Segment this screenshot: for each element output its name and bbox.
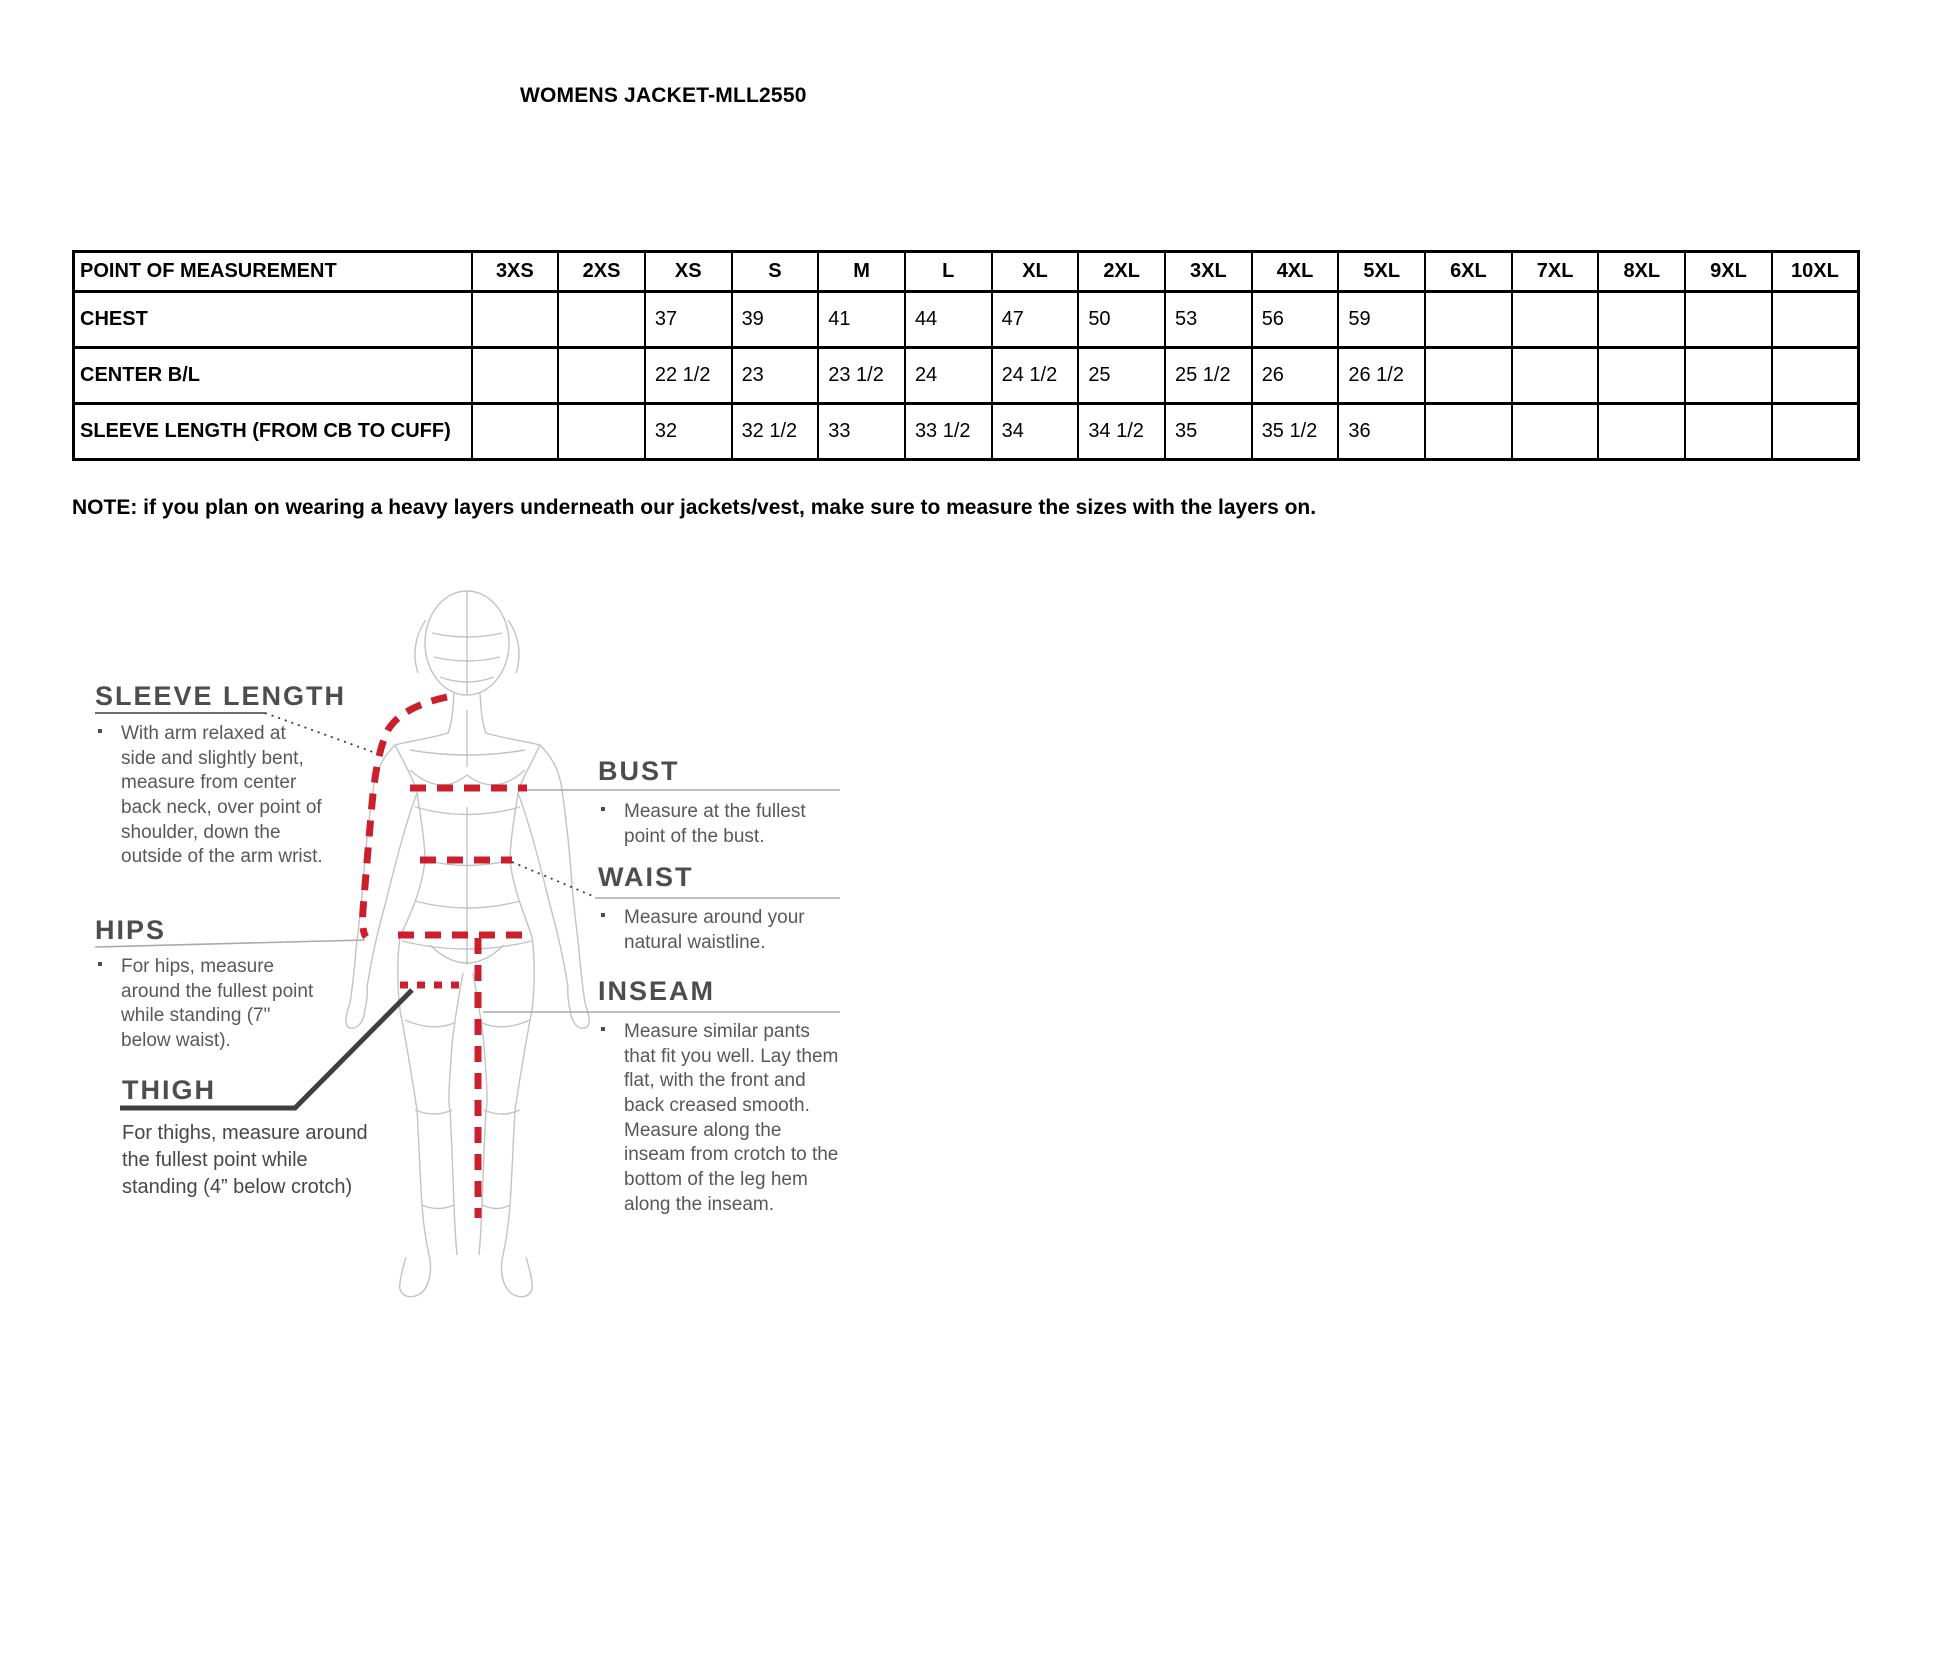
size-value-cell: 34	[992, 404, 1079, 460]
waist-leader	[512, 862, 595, 897]
col-header-size: 4XL	[1252, 252, 1339, 292]
size-value-cell	[472, 348, 559, 404]
size-value-cell: 56	[1252, 292, 1339, 348]
bust-heading: BUST	[598, 756, 680, 786]
size-value-cell	[472, 404, 559, 460]
size-value-cell: 26 1/2	[1338, 348, 1425, 404]
size-value-cell: 25 1/2	[1165, 348, 1252, 404]
size-value-cell: 24 1/2	[992, 348, 1079, 404]
col-header-size: 8XL	[1598, 252, 1685, 292]
size-value-cell	[1598, 348, 1685, 404]
sleeve-length-description: ▪ With arm relaxed at side and slightly bent, measure from center back neck, over point of shoulder, down the outside of the arm wrist.	[95, 722, 325, 870]
size-value-cell	[1512, 404, 1599, 460]
size-value-cell: 32 1/2	[732, 404, 819, 460]
row-label: CHEST	[74, 292, 472, 348]
col-header-size: 10XL	[1772, 252, 1859, 292]
col-header-size: 6XL	[1425, 252, 1512, 292]
size-value-cell	[1512, 292, 1599, 348]
size-value-cell: 25	[1078, 348, 1165, 404]
bust-description: ▪ Measure at the fullest point of the bust.	[598, 800, 828, 849]
size-value-cell	[472, 292, 559, 348]
size-value-cell: 33	[818, 404, 905, 460]
size-value-cell	[558, 404, 645, 460]
note-text: NOTE: if you plan on wearing a heavy layers underneath our jackets/vest, make sure to measure the sizes with the layers on.	[72, 496, 1317, 519]
col-header-size: XL	[992, 252, 1079, 292]
col-header-size: 2XL	[1078, 252, 1165, 292]
page-title: WOMENS JACKET-MLL2550	[520, 84, 807, 107]
col-header-size: 5XL	[1338, 252, 1425, 292]
inseam-description: ▪ Measure similar pants that fit you well. Lay them flat, with the front and back creased smooth. Measure along the inseam from crotch to the bottom of the leg hem along the inseam.	[598, 1020, 840, 1218]
size-value-cell: 36	[1338, 404, 1425, 460]
size-value-cell: 23	[732, 348, 819, 404]
col-header-size: 7XL	[1512, 252, 1599, 292]
size-value-cell: 26	[1252, 348, 1339, 404]
size-value-cell: 37	[645, 292, 732, 348]
hips-description: ▪ For hips, measure around the fullest point while standing (7" below waist).	[95, 955, 317, 1054]
col-header-size: S	[732, 252, 819, 292]
sleeve-length-measure-line	[363, 697, 447, 937]
waist-description: ▪ Measure around your natural waistline.	[598, 906, 828, 955]
body-figure-illustration	[346, 591, 589, 1297]
size-value-cell: 44	[905, 292, 992, 348]
size-table	[72, 250, 1860, 461]
col-header-size: 3XL	[1165, 252, 1252, 292]
col-header-size: XS	[645, 252, 732, 292]
row-label: CENTER B/L	[74, 348, 472, 404]
size-value-cell: 47	[992, 292, 1079, 348]
size-table-header	[74, 252, 1859, 292]
col-header-size: 2XS	[558, 252, 645, 292]
size-value-cell	[1772, 292, 1859, 348]
size-value-cell	[1772, 404, 1859, 460]
size-value-cell	[1685, 404, 1772, 460]
size-value-cell	[1772, 348, 1859, 404]
col-header-size: 3XS	[472, 252, 559, 292]
size-value-cell: 41	[818, 292, 905, 348]
size-value-cell: 24	[905, 348, 992, 404]
size-value-cell	[1425, 348, 1512, 404]
size-value-cell: 22 1/2	[645, 348, 732, 404]
size-value-cell: 34 1/2	[1078, 404, 1165, 460]
size-value-cell: 23 1/2	[818, 348, 905, 404]
size-value-cell	[1425, 292, 1512, 348]
col-header-size: M	[818, 252, 905, 292]
inseam-heading: INSEAM	[598, 976, 716, 1006]
size-value-cell	[1598, 404, 1685, 460]
size-value-cell	[1512, 348, 1599, 404]
size-value-cell: 32	[645, 404, 732, 460]
col-header-point-of-measurement: POINT OF MEASUREMENT	[74, 252, 472, 292]
size-value-cell	[1685, 292, 1772, 348]
thigh-heading: THIGH	[122, 1075, 216, 1105]
col-header-size: L	[905, 252, 992, 292]
measurement-lines	[363, 697, 527, 1218]
size-value-cell: 53	[1165, 292, 1252, 348]
col-header-size: 9XL	[1685, 252, 1772, 292]
size-value-cell: 35	[1165, 404, 1252, 460]
size-value-cell: 50	[1078, 292, 1165, 348]
size-value-cell: 35 1/2	[1252, 404, 1339, 460]
size-value-cell: 33 1/2	[905, 404, 992, 460]
size-value-cell	[1685, 348, 1772, 404]
size-table-body	[74, 292, 1859, 460]
size-value-cell: 59	[1338, 292, 1425, 348]
row-label: SLEEVE LENGTH (FROM CB TO CUFF)	[74, 404, 472, 460]
size-value-cell	[558, 292, 645, 348]
size-value-cell	[558, 348, 645, 404]
hips-heading: HIPS	[95, 915, 167, 945]
size-value-cell	[1598, 292, 1685, 348]
size-value-cell	[1425, 404, 1512, 460]
size-value-cell: 39	[732, 292, 819, 348]
thigh-description: For thighs, measure around the fullest point while standing (4” below crotch)	[122, 1122, 368, 1198]
sleeve-length-heading: SLEEVE LENGTH	[95, 681, 347, 711]
waist-heading: WAIST	[598, 862, 694, 892]
